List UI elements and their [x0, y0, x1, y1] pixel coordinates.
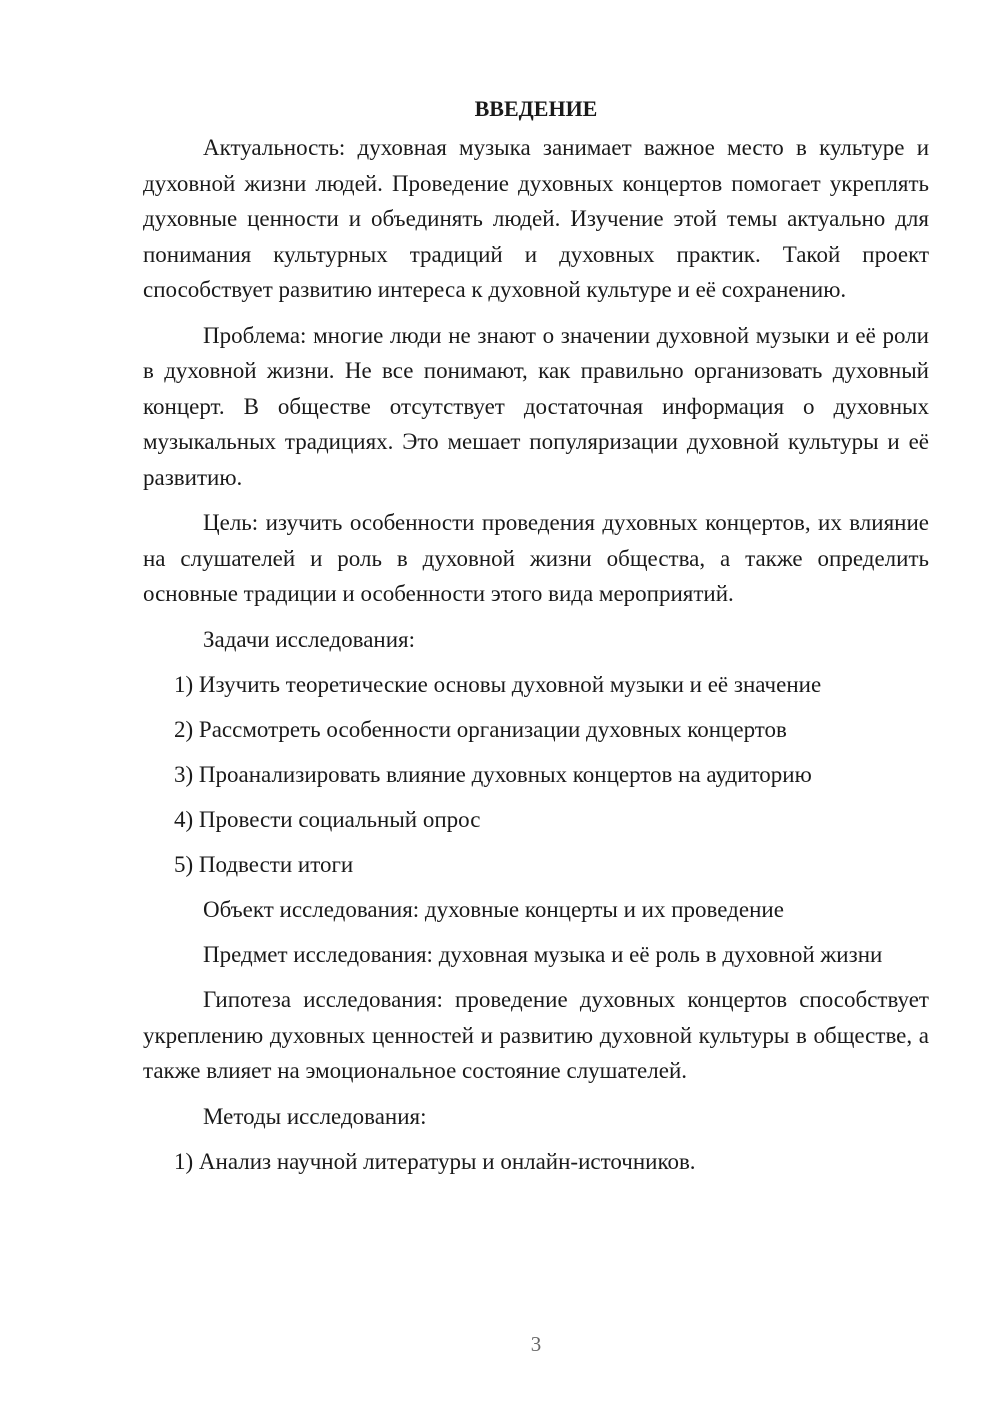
methods-list — [143, 1144, 929, 1180]
relevance-paragraph: Актуальность: духовная музыка занимает важное место в культуре и духовной жизни людей. Проведение духовных концертов помогает укреплять духовные ценности и объединять людей. Изучение этой темы актуально для понимания культурных традиций и духовных практик. Такой проект способствует развитию интереса к духовной культуре и её сохранению. — [143, 135, 929, 302]
list-item: 1) Изучить теоретические основы духовной музыки и её значение — [174, 671, 822, 697]
page-content — [143, 92, 929, 1189]
list-item: 2) Рассмотреть особенности организации духовных концертов — [174, 716, 787, 742]
hypothesis-paragraph: Гипотеза исследования: проведение духовных концертов способствует укреплению духовных ценностей и развитию духовной культуры в обществе, а также влияет на эмоциональное состояние слушателей. — [143, 987, 929, 1083]
problem-paragraph: Проблема: многие люди не знают о значении духовной музыки и её роли в духовной жизни. Не все понимают, как правильно организовать духовный концерт. В обществе отсутствует достаточная информация о духовных музыкальных традициях. Это мешает популяризации духовной культуры и её развитию. — [143, 322, 929, 490]
subject-paragraph: Предмет исследования: духовная музыка и её роль в духовной жизни — [203, 941, 883, 967]
list-item: 4) Провести социальный опрос — [174, 806, 481, 832]
methods-heading: Методы исследования: — [203, 1103, 427, 1129]
list-item: 3) Проанализировать влияние духовных концертов на аудиторию — [174, 761, 812, 787]
tasks-list — [143, 667, 929, 883]
object-paragraph: Объект исследования: духовные концерты и их проведение — [203, 896, 784, 922]
list-item: 5) Подвести итоги — [174, 851, 354, 877]
section-title: ВВЕДЕНИЕ — [474, 96, 598, 121]
goal-paragraph: Цель: изучить особенности проведения духовных концертов, их влияние на слушателей и роль в духовной жизни общества, а также определить основные традиции и особенности этого вида мероприятий. — [143, 510, 929, 606]
list-item: 1) Анализ научной литературы и онлайн-источников. — [174, 1148, 696, 1174]
page-number: 3 — [530, 1332, 542, 1356]
tasks-heading: Задачи исследования: — [203, 626, 416, 652]
